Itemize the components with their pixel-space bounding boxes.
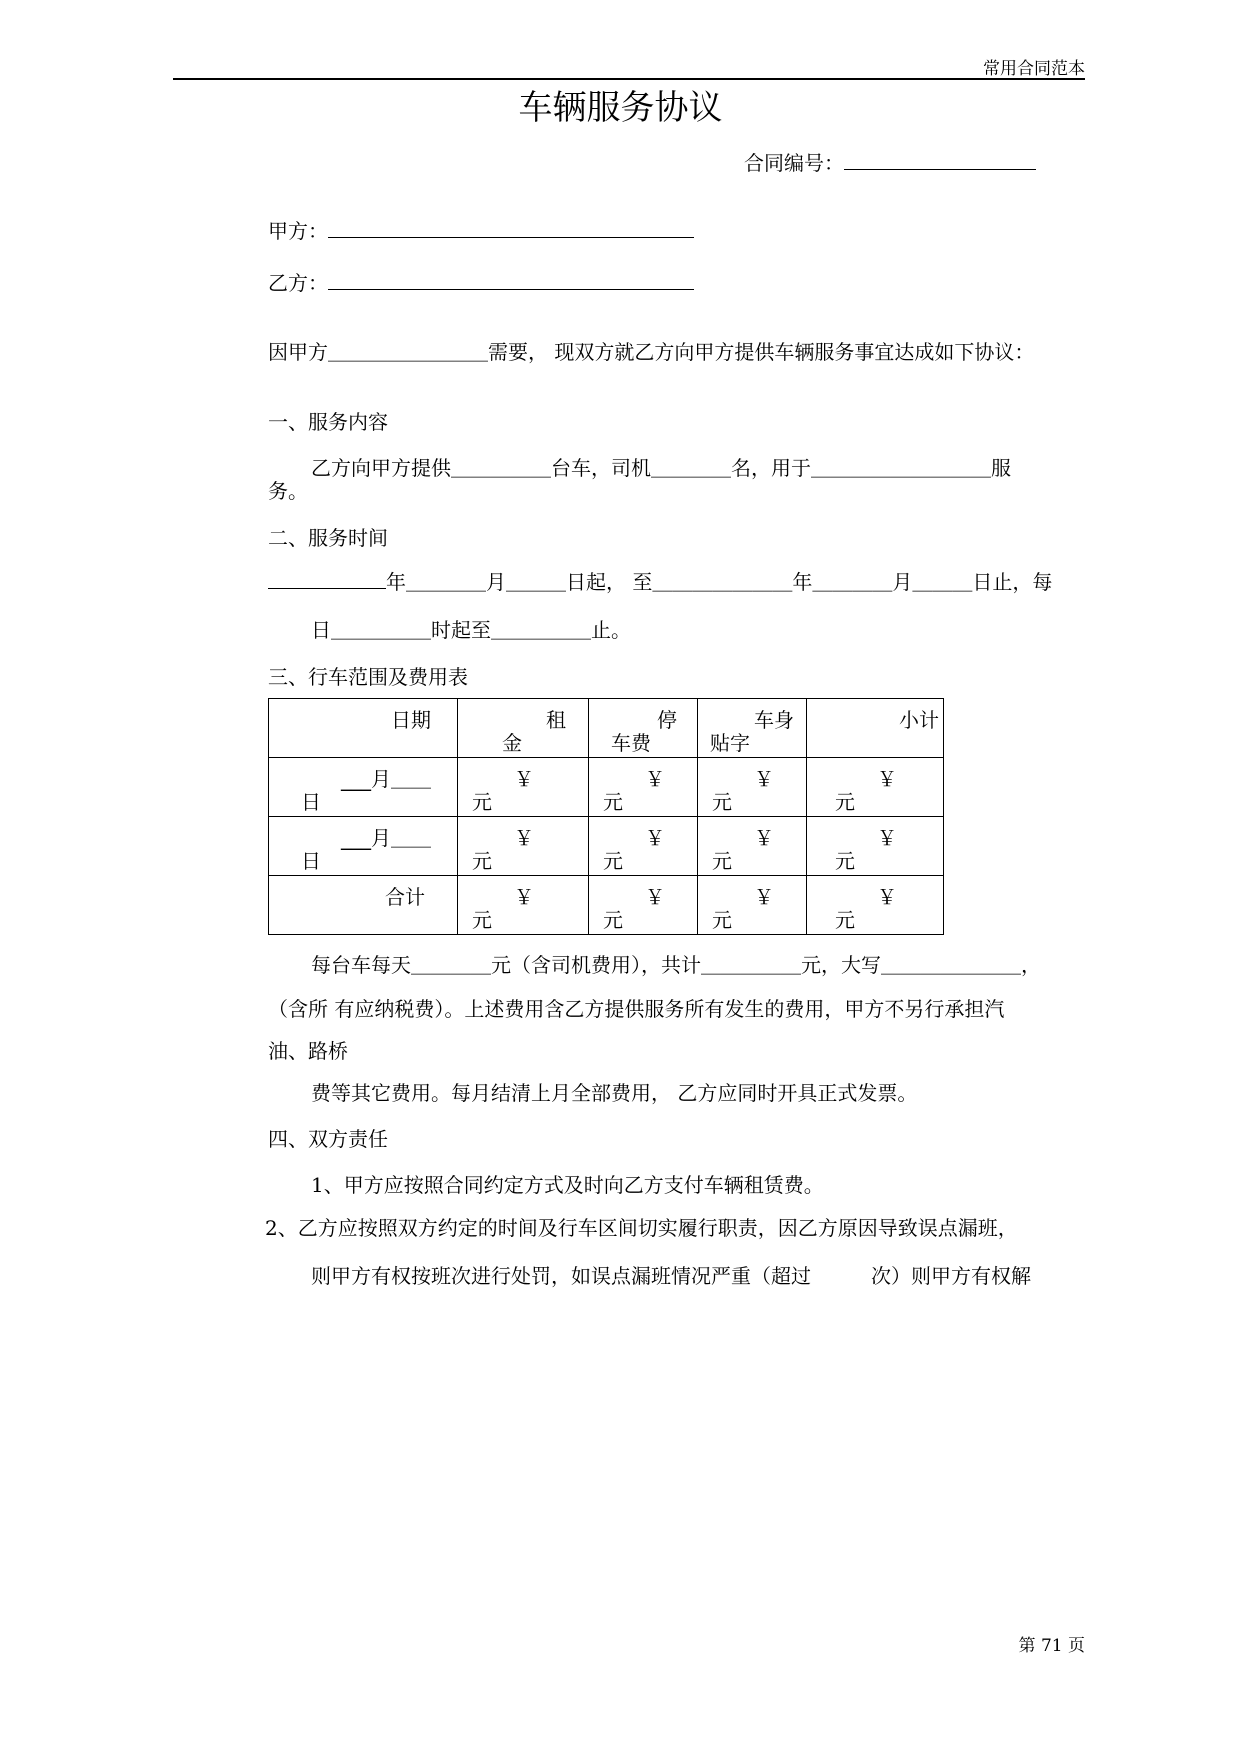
- row-yen: ￥: [877, 767, 897, 791]
- header-subtotal: 小计: [899, 708, 939, 732]
- row-yuan: 元: [603, 849, 623, 873]
- header-sticker-2: 贴字: [710, 731, 750, 755]
- row-yuan: 元: [835, 849, 855, 873]
- header-rent-2: 金: [502, 731, 522, 755]
- header-rent-1: 租: [546, 708, 566, 732]
- section3-heading: 三、行车范围及费用表: [268, 665, 468, 689]
- table-row: [269, 758, 944, 817]
- total-yen: ￥: [877, 885, 897, 909]
- section1-line2: 务。: [268, 479, 308, 503]
- row-date-day: 日: [301, 849, 321, 873]
- section4-item1-number: 1: [311, 1173, 324, 1197]
- total-label: 合计: [385, 885, 425, 909]
- contract-number-blank: [844, 149, 1036, 170]
- total-yen: ￥: [754, 885, 774, 909]
- row-yuan: 元: [472, 790, 492, 814]
- section2-line1: [268, 568, 1052, 594]
- section3-para3: 油、路桥: [268, 1039, 348, 1063]
- row-date-month: ___月＿＿: [341, 826, 431, 850]
- contract-number-label: 合同编号：: [744, 151, 844, 175]
- running-header: 常用合同范本: [983, 59, 1085, 79]
- section4-item1-text: 、甲方应按照合同约定方式及时向乙方支付车辆租赁费。: [323, 1173, 824, 1197]
- row-yuan: 元: [472, 849, 492, 873]
- section4-heading: 四、双方责任: [268, 1127, 388, 1151]
- section3-para2: （含所 有应纳税费）。上述费用含乙方提供服务所有发生的费用，甲方不另行承担汽: [268, 997, 1005, 1021]
- header-date: 日期: [391, 708, 431, 732]
- section1-line1: 乙方向甲方提供＿＿＿＿＿台车，司机＿＿＿＿名，用于＿＿＿＿＿＿＿＿＿服: [311, 456, 1011, 480]
- party-b-blank: [328, 269, 694, 290]
- header-parking-1: 停: [657, 708, 677, 732]
- total-yuan: 元: [472, 908, 492, 932]
- row-yuan: 元: [712, 849, 732, 873]
- section2-heading: 二、服务时间: [268, 526, 388, 550]
- fee-table-header-row: [269, 699, 944, 758]
- page-number: 第 71 页: [1018, 1636, 1085, 1656]
- party-b-field: [268, 269, 694, 295]
- row-yuan: 元: [603, 790, 623, 814]
- total-yuan: 元: [712, 908, 732, 932]
- contract-number-field: [744, 149, 1036, 175]
- row-yen: ￥: [754, 826, 774, 850]
- fee-table-total-row: [269, 876, 944, 935]
- fee-table: [268, 698, 944, 935]
- section2-line2: 日＿＿＿＿＿时起至＿＿＿＿＿止。: [311, 618, 631, 642]
- row-yen: ￥: [645, 767, 665, 791]
- document-title: 车辆服务协议: [518, 88, 723, 128]
- total-yuan: 元: [603, 908, 623, 932]
- section3-para1: 每台车每天＿＿＿＿元（含司机费用），共计＿＿＿＿＿元，大写＿＿＿＿＿＿＿，: [311, 953, 1041, 977]
- section4-item2-text: 、乙方应按照双方约定的时间及行车区间切实履行职责，因乙方原因导致误点漏班，: [277, 1216, 1018, 1240]
- party-b-label: 乙方：: [268, 271, 328, 295]
- total-yen: ￥: [645, 885, 665, 909]
- section4-item1: [311, 1173, 824, 1197]
- party-a-field: [268, 217, 694, 243]
- row-yen: ￥: [877, 826, 897, 850]
- total-yen: ￥: [514, 885, 534, 909]
- row-yuan: 元: [712, 790, 732, 814]
- section4-item2-number: 2: [265, 1216, 278, 1240]
- row-date-day: 日: [301, 790, 321, 814]
- table-row: [269, 817, 944, 876]
- section4-item2-continued: 则甲方有权按班次进行处罚，如误点漏班情况严重（超过 次）则甲方有权解: [311, 1264, 1031, 1288]
- row-yen: ￥: [645, 826, 665, 850]
- header-parking-2: 车费: [611, 731, 651, 755]
- section2-year-blank: [268, 568, 386, 589]
- row-yen: ￥: [754, 767, 774, 791]
- row-yen: ￥: [514, 826, 534, 850]
- total-yuan: 元: [835, 908, 855, 932]
- section2-line1-text: 年＿＿＿＿月＿＿＿日起， 至＿＿＿＿＿＿＿年＿＿＿＿月＿＿＿日止，每: [386, 570, 1053, 594]
- section3-para4: 费等其它费用。每月结清上月全部费用， 乙方应同时开具正式发票。: [311, 1081, 918, 1105]
- header-sticker-1: 车身: [754, 708, 794, 732]
- section1-heading: 一、服务内容: [268, 410, 388, 434]
- row-date-month: ___月＿＿: [341, 767, 431, 791]
- intro-paragraph: 因甲方＿＿＿＿＿＿＿＿需要， 现双方就乙方向甲方提供车辆服务事宜达成如下协议：: [268, 340, 1035, 364]
- row-yuan: 元: [835, 790, 855, 814]
- header-rule: [173, 78, 1085, 80]
- party-a-label: 甲方：: [268, 219, 328, 243]
- party-a-blank: [328, 217, 694, 238]
- section4-item2: [265, 1216, 1018, 1240]
- row-yen: ￥: [514, 767, 534, 791]
